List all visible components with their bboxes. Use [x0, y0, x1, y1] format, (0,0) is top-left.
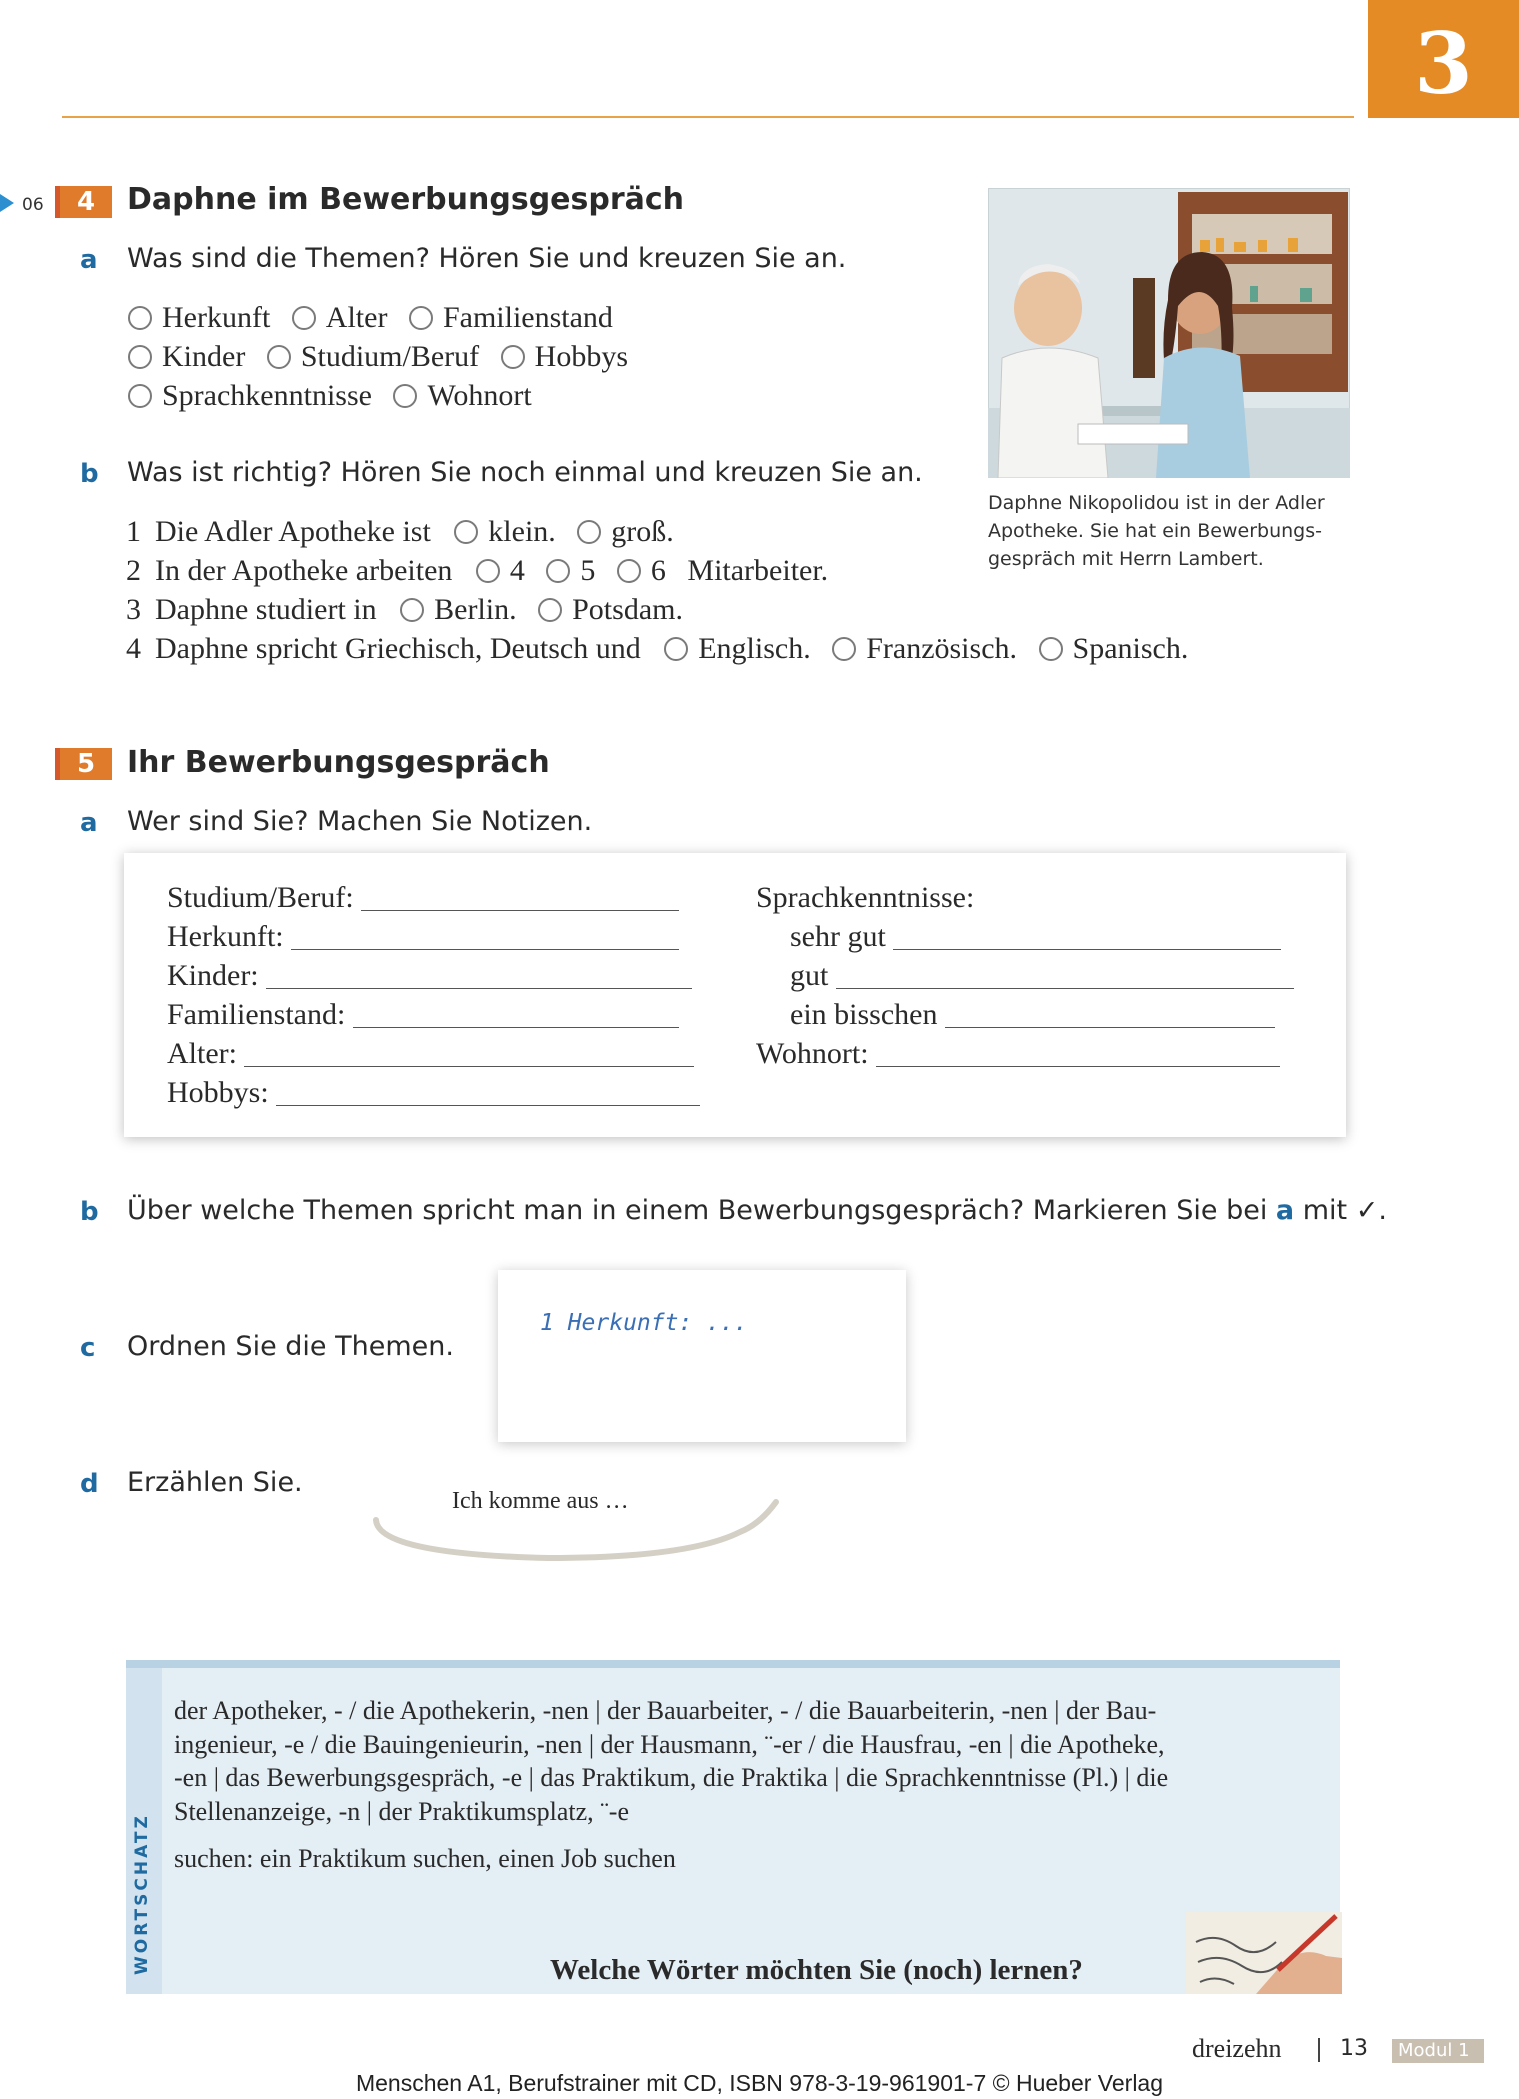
topic-option[interactable]: Familienstand	[409, 301, 613, 334]
topic-option[interactable]: Sprachkenntnisse	[128, 379, 372, 412]
vocabulary-line: -en | das Bewerbungsgespräch, -e | das Praktikum, die Praktika | die Sprachkenntnisse (Pl.) | die	[174, 1763, 1169, 1792]
task-number: 4	[60, 186, 112, 218]
note-heading: Sprachkenntnisse:	[756, 881, 975, 914]
answer-option[interactable]: 5	[546, 554, 595, 587]
radio-circle-icon[interactable]	[501, 345, 525, 369]
answer-option[interactable]: 6	[617, 554, 666, 587]
answer-option[interactable]: 4	[476, 554, 525, 587]
instruction: Wer sind Sie? Machen Sie Notizen.	[127, 806, 593, 837]
illustration-caption: Daphne Nikopolidou ist in der Adler Apotheke. Sie hat ein Bewerbungs- gespräch mit Herrn Lambert.	[988, 492, 1325, 570]
topic-option[interactable]: Studium/Beruf	[267, 340, 479, 373]
vocabulary-line: Stellenanzeige, -n | der Praktikumsplatz, ¨-e	[174, 1796, 629, 1826]
writing-hand-icon	[1186, 1912, 1342, 1994]
instruction: Was sind die Themen? Hören Sie und kreuzen Sie an.	[127, 243, 847, 274]
radio-circle-icon[interactable]	[409, 306, 433, 330]
task-title: Ihr Bewerbungsgespräch	[127, 745, 550, 780]
note-field[interactable]: Alter:	[167, 1034, 700, 1073]
radio-circle-icon[interactable]	[476, 559, 500, 583]
topic-row	[128, 337, 642, 376]
radio-circle-icon[interactable]	[400, 598, 424, 622]
vocabulary-question: Welche Wörter möchten Sie (noch) lernen?	[550, 1954, 1083, 1986]
answer-option[interactable]: Englisch.	[664, 632, 811, 665]
note-field[interactable]: sehr gut	[756, 917, 1294, 956]
radio-circle-icon[interactable]	[1039, 637, 1063, 661]
topic-option[interactable]: Hobbys	[501, 340, 628, 373]
answer-option[interactable]: Französisch.	[832, 632, 1017, 665]
instruction: Ordnen Sie die Themen.	[127, 1331, 454, 1362]
page-separator	[1318, 2038, 1320, 2062]
play-icon	[0, 194, 14, 212]
answer-option[interactable]: Potsdam.	[538, 593, 683, 626]
radio-circle-icon[interactable]	[292, 306, 316, 330]
instruction: Erzählen Sie.	[127, 1467, 303, 1498]
topic-row	[128, 298, 642, 337]
topic-option[interactable]: Kinder	[128, 340, 245, 373]
vocabulary-line: der Apotheker, - / die Apothekerin, -nen | der Bauarbeiter, - / die Bauarbeiterin, -nen | der Bau-	[174, 1696, 1157, 1725]
answer-option[interactable]: Spanisch.	[1039, 632, 1189, 665]
radio-circle-icon[interactable]	[454, 520, 478, 544]
topic-option[interactable]: Wohnort	[393, 379, 531, 412]
note-field[interactable]: gut	[756, 956, 1294, 995]
quiz-item: 2 In der Apotheke arbeiten 4 5 6 Mitarbeiter.	[126, 554, 829, 587]
audio-track[interactable]	[0, 194, 44, 215]
vocabulary-label: WORTSCHATZ	[132, 1813, 152, 1975]
task-number: 5	[60, 748, 112, 780]
radio-circle-icon[interactable]	[128, 306, 152, 330]
pharmacy-interview-illustration	[988, 188, 1350, 478]
sub-letter: a	[80, 245, 98, 275]
quiz-item: 1 Die Adler Apotheke ist klein. groß.	[126, 515, 674, 548]
note-field[interactable]: Kinder:	[167, 956, 700, 995]
sub-letter: a	[80, 808, 98, 838]
sub-letter: b	[80, 459, 99, 489]
vocabulary-line: ingenieur, -e / die Bauingenieurin, -nen | der Hausmann, ¨-er / die Hausfrau, -en | die Apotheke,	[174, 1729, 1165, 1759]
radio-circle-icon[interactable]	[664, 637, 688, 661]
note-field[interactable]: Hobbys:	[167, 1073, 700, 1112]
sub-letter: d	[80, 1469, 99, 1499]
radio-circle-icon[interactable]	[577, 520, 601, 544]
answer-option[interactable]: groß.	[577, 515, 674, 548]
note-field[interactable]: Wohnort:	[756, 1034, 1294, 1073]
sub-letter: c	[80, 1333, 96, 1363]
copyright-line: Menschen A1, Berufstrainer mit CD, ISBN 978-3-19-961901-7 © Hueber Verlag	[355, 2070, 1164, 2096]
sort-card[interactable]	[498, 1270, 906, 1442]
reference-letter: a	[1275, 1195, 1295, 1226]
vocabulary-line: suchen: ein Praktikum suchen, einen Job suchen	[174, 1844, 676, 1873]
topic-option[interactable]: Herkunft	[128, 301, 270, 334]
note-field[interactable]: Familienstand:	[167, 995, 700, 1034]
page-number-word: dreizehn	[1192, 2034, 1282, 2063]
header-rule	[62, 116, 1354, 118]
instruction: Was ist richtig? Hören Sie noch einmal und kreuzen Sie an.	[127, 457, 923, 488]
topic-option[interactable]: Alter	[292, 301, 388, 334]
radio-circle-icon[interactable]	[832, 637, 856, 661]
chapter-number: 3	[1368, 0, 1519, 118]
topic-row	[128, 376, 642, 415]
answer-option[interactable]: klein.	[454, 515, 556, 548]
radio-circle-icon[interactable]	[128, 345, 152, 369]
module-tag: Modul 1	[1392, 2039, 1484, 2063]
radio-circle-icon[interactable]	[538, 598, 562, 622]
sub-letter: b	[80, 1197, 99, 1227]
page-number: 13	[1340, 2036, 1368, 2061]
vocabulary-text	[174, 1694, 1314, 1876]
answer-option[interactable]: Berlin.	[400, 593, 517, 626]
quiz-item: 3 Daphne studiert in Berlin. Potsdam.	[126, 593, 683, 626]
topic-checklist	[128, 298, 642, 415]
speech-bubble-text: Ich komme aus …	[452, 1488, 629, 1514]
task-title: Daphne im Bewerbungsgespräch	[127, 182, 685, 217]
note-field[interactable]: ein bisschen	[756, 995, 1294, 1034]
handwritten-example: 1 Herkunft: ...	[540, 1310, 748, 1336]
instruction: Über welche Themen spricht man in einem Bewerbungsgespräch? Markieren Sie bei a mit ✓.	[127, 1195, 1387, 1226]
quiz-item: 4 Daphne spricht Griechisch, Deutsch und Englisch. Französisch. Spanisch.	[126, 632, 1189, 665]
audio-track-number: 06	[22, 195, 44, 215]
radio-circle-icon[interactable]	[393, 384, 417, 408]
notes-right-column	[756, 878, 1294, 1073]
radio-circle-icon[interactable]	[617, 559, 641, 583]
note-field[interactable]: Studium/Beruf:	[167, 878, 700, 917]
note-field[interactable]: Herkunft:	[167, 917, 700, 956]
radio-circle-icon[interactable]	[128, 384, 152, 408]
notes-left-column	[167, 878, 700, 1112]
vocabulary-top-border	[126, 1660, 1340, 1668]
radio-circle-icon[interactable]	[546, 559, 570, 583]
radio-circle-icon[interactable]	[267, 345, 291, 369]
